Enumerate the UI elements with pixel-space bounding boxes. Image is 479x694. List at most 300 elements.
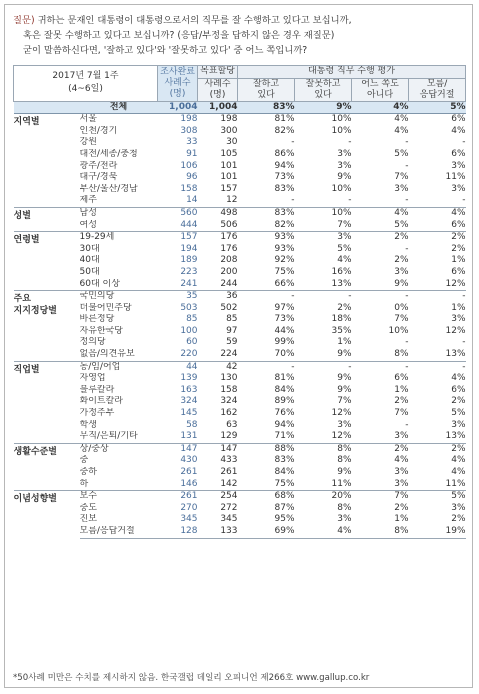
row-pct: 2% [352, 443, 409, 455]
table-row [14, 326, 466, 338]
row-label: 정의당 [79, 337, 106, 348]
row-pct: 71% [274, 431, 295, 442]
row-pct: 1% [451, 255, 466, 266]
col-eval-good: 잘하고 있다 [238, 78, 295, 101]
row-pct: 2% [451, 243, 466, 254]
row-pct: - [405, 195, 409, 206]
total-pct: 9% [295, 101, 352, 114]
row-label: 진보 [79, 514, 97, 525]
row-pct: 4% [295, 526, 352, 538]
row-n-completed: 308 [180, 125, 198, 136]
row-n-target: 433 [220, 455, 238, 466]
row-pct: - [409, 361, 466, 373]
row-pct: 9% [337, 373, 352, 384]
row-n-completed: 261 [180, 467, 198, 477]
row-n-completed: 128 [158, 526, 198, 538]
row-n-completed: 444 [180, 219, 198, 230]
row-label: 무직/은퇴/기타 [79, 431, 138, 442]
row-pct: 11% [445, 478, 466, 489]
row-n-completed: 430 [180, 455, 198, 466]
row-pct: 93% [238, 232, 295, 244]
row-pct: 4% [451, 125, 466, 136]
row-pct: - [409, 291, 466, 303]
row-n-target: 272 [220, 502, 238, 513]
row-pct: 81% [274, 114, 295, 125]
row-n-completed: 163 [180, 384, 198, 395]
row-label: 40대 [79, 255, 100, 266]
table-row [14, 361, 466, 373]
row-pct: 1% [394, 384, 409, 395]
row-pct: 9% [337, 467, 352, 477]
row-n-target: 130 [220, 373, 238, 384]
row-pct: 75% [274, 266, 295, 277]
row-n-completed: 261 [158, 491, 198, 503]
row-pct: 75% [274, 478, 295, 489]
row-n-completed: 157 [158, 232, 198, 244]
total-spacer [14, 101, 80, 114]
row-label: 화이트칼라 [79, 396, 123, 407]
row-pct: 92% [274, 255, 295, 266]
row-pct: - [348, 195, 352, 206]
row-n-target: 254 [198, 491, 238, 503]
group-label: 직업별 [14, 361, 80, 443]
row-label: 국민의당 [80, 291, 158, 303]
row-pct: 12% [445, 278, 466, 289]
row-pct: 2% [451, 396, 466, 407]
row-n-target: 142 [220, 478, 238, 489]
row-pct: 7% [352, 491, 409, 503]
row-label: 중하 [79, 467, 97, 477]
row-label: 60대 이상 [79, 278, 120, 289]
row-pct: 82% [274, 219, 295, 230]
row-pct: 10% [331, 125, 352, 136]
row-pct: 12% [331, 431, 352, 442]
row-pct: 11% [445, 172, 466, 183]
row-pct: 4% [394, 125, 409, 136]
row-pct: 4% [451, 455, 466, 466]
row-pct: - [405, 243, 409, 254]
row-pct: 87% [274, 502, 295, 513]
row-pct: 13% [445, 431, 466, 442]
row-pct: 2% [394, 502, 409, 513]
row-pct: 11% [331, 478, 352, 489]
total-label: 전체 [80, 101, 158, 114]
table-row [14, 373, 466, 385]
row-pct: - [348, 137, 352, 148]
row-n-completed: 147 [158, 443, 198, 455]
row-n-target: 133 [198, 526, 238, 538]
question-line-3: 굳이 말씀하신다면, '잘하고 있다'와 '잘못하고 있다' 중 어느 쪽입니까? [23, 45, 308, 56]
row-label: 자유한국당 [79, 325, 123, 336]
row-pct: - [405, 160, 409, 171]
row-pct: 18% [331, 314, 352, 325]
row-pct: 3% [337, 148, 352, 159]
eval-group-header: 대통령 직무 수행 평가 [238, 66, 466, 79]
row-pct: - [238, 291, 295, 303]
row-pct: 35% [331, 325, 352, 336]
row-pct: 2% [409, 232, 466, 244]
row-pct: 84% [274, 467, 295, 477]
row-n-completed: 503 [180, 302, 198, 313]
row-pct: 2% [451, 514, 466, 525]
row-n-target: 198 [220, 114, 238, 125]
table-row [14, 114, 466, 126]
row-pct: 1% [451, 302, 466, 313]
col-eval-bad: 잘못하고 있다 [295, 78, 352, 101]
row-n-completed: 223 [180, 266, 198, 277]
row-pct: 8% [295, 443, 352, 455]
table-row [14, 291, 466, 303]
row-pct: 19% [409, 526, 466, 538]
results-body [14, 101, 466, 538]
row-pct: - [462, 337, 466, 348]
row-pct: - [352, 361, 409, 373]
row-pct: 73% [274, 314, 295, 325]
row-pct: 3% [451, 314, 466, 325]
row-n-target: 506 [220, 219, 238, 230]
row-n-completed: 96 [186, 172, 198, 183]
row-n-target: 30 [226, 137, 238, 148]
group-label: 주요 지지정당별 [14, 291, 80, 362]
row-n-target: 208 [220, 255, 238, 266]
row-n-target: 147 [198, 443, 238, 455]
row-pct: 95% [274, 514, 295, 525]
total-pct: 83% [238, 101, 295, 114]
total-pct: 4% [352, 101, 409, 114]
row-pct: 7% [394, 314, 409, 325]
total-n-completed: 1,004 [158, 101, 198, 114]
row-pct: 3% [451, 160, 466, 171]
row-n-completed: 158 [180, 183, 198, 194]
row-pct: - [352, 291, 409, 303]
row-n-target: 59 [226, 337, 238, 348]
row-pct: - [405, 337, 409, 348]
row-pct: 9% [337, 172, 352, 183]
row-pct: 12% [445, 325, 466, 336]
row-label: 상/중상 [80, 443, 158, 455]
row-n-completed: 270 [180, 502, 198, 513]
row-n-completed: 241 [180, 278, 198, 289]
row-pct: 8% [337, 502, 352, 513]
row-pct: 44% [274, 325, 295, 336]
row-pct: 5% [337, 243, 352, 254]
row-pct: 7% [337, 219, 352, 230]
row-pct: 3% [337, 514, 352, 525]
row-n-target: 105 [220, 148, 238, 159]
table-row [14, 526, 466, 538]
row-label: 대전/세종/충청 [79, 148, 138, 159]
row-pct: 3% [451, 502, 466, 513]
table-row [14, 479, 466, 491]
table-row [14, 431, 466, 443]
row-pct: 5% [394, 219, 409, 230]
period-label: 2017년 7월 1주 (4~6일) [14, 66, 158, 102]
row-pct: 3% [295, 232, 352, 244]
results-table [13, 65, 466, 539]
row-pct: - [291, 195, 295, 206]
row-n-completed: 100 [180, 325, 198, 336]
footnote: *50사례 미만은 수치를 제시하지 않음. 한국갤럽 데일리 오피니언 제266호 www.gallup.co.kr [13, 673, 370, 683]
row-n-completed: 58 [186, 419, 198, 430]
row-pct: 6% [451, 384, 466, 395]
row-n-completed: 220 [180, 349, 198, 360]
row-label: 제주 [79, 195, 97, 206]
row-pct: 73% [274, 172, 295, 183]
row-pct: 5% [409, 491, 466, 503]
group-label: 연령별 [14, 232, 80, 291]
row-label: 보수 [80, 491, 158, 503]
table-row [14, 337, 466, 349]
row-label: 학생 [79, 419, 97, 430]
row-label: 인천/경기 [79, 125, 118, 136]
row-pct: 6% [394, 373, 409, 384]
row-pct: 81% [274, 373, 295, 384]
row-pct: 76% [274, 408, 295, 419]
row-label: 없음/의견유보 [79, 349, 135, 360]
row-n-target: 101 [220, 172, 238, 183]
table-row [14, 255, 466, 267]
row-pct: 1% [337, 337, 352, 348]
row-pct: 8% [394, 349, 409, 360]
row-pct: 4% [409, 207, 466, 219]
table-row [14, 267, 466, 279]
row-n-target: 158 [220, 384, 238, 395]
row-n-completed: 189 [180, 255, 198, 266]
row-pct: 12% [331, 408, 352, 419]
row-label: 더불어민주당 [79, 302, 132, 313]
row-pct: 66% [274, 278, 295, 289]
row-pct: 9% [337, 349, 352, 360]
row-pct: 8% [352, 526, 409, 538]
row-pct: 10% [331, 114, 352, 125]
total-pct: 5% [409, 101, 466, 114]
total-row [14, 101, 466, 114]
row-n-target: 498 [198, 207, 238, 219]
row-n-completed: 198 [180, 114, 198, 125]
table-row [14, 279, 466, 291]
row-n-target: 244 [220, 278, 238, 289]
row-n-completed: 33 [186, 137, 198, 148]
row-pct: 9% [394, 278, 409, 289]
row-pct: 4% [337, 255, 352, 266]
row-pct: 2% [394, 396, 409, 407]
table-row [14, 314, 466, 326]
table-row [14, 232, 466, 244]
col-completed-samples: 조사완료 사례수 (명) [158, 66, 198, 102]
row-label: 중 [79, 455, 89, 466]
group-label: 성별 [14, 207, 80, 231]
row-pct: 7% [394, 408, 409, 419]
row-label: 부산/울산/경남 [79, 183, 138, 194]
row-n-completed: 145 [180, 408, 198, 419]
row-pct: 70% [274, 349, 295, 360]
row-n-target: 129 [220, 431, 238, 442]
row-pct: 69% [238, 526, 295, 538]
row-n-completed: 345 [180, 514, 198, 525]
row-pct: 6% [451, 114, 466, 125]
row-label: 가정주부 [79, 408, 115, 419]
row-n-completed: 85 [186, 314, 198, 325]
row-label: 여성 [79, 219, 97, 230]
row-pct: 2% [352, 232, 409, 244]
row-pct: - [405, 419, 409, 430]
row-n-target: 200 [220, 266, 238, 277]
row-pct: - [295, 361, 352, 373]
row-n-target: 300 [220, 125, 238, 136]
row-pct: 83% [274, 183, 295, 194]
row-label: 대구/경북 [79, 172, 118, 183]
table-row [14, 385, 466, 397]
row-n-target: 224 [220, 349, 238, 360]
row-pct: 94% [274, 160, 295, 171]
row-pct: 94% [274, 419, 295, 430]
row-n-target: 176 [198, 232, 238, 244]
row-pct: 93% [274, 243, 295, 254]
row-pct: 2% [337, 302, 352, 313]
row-n-completed: 91 [186, 148, 198, 159]
row-label: 블루칼라 [79, 384, 115, 395]
row-pct: 83% [238, 207, 295, 219]
row-n-completed: 131 [180, 431, 198, 442]
question-line-2: 혹은 잘못 수행하고 있다고 보십니까? (응답/부정을 답하지 않은 경우 재질문) [23, 30, 335, 41]
row-pct: 6% [451, 148, 466, 159]
report-frame [4, 4, 473, 688]
row-pct: 8% [337, 455, 352, 466]
row-pct: 5% [394, 148, 409, 159]
table-row [14, 443, 466, 455]
row-pct: 20% [295, 491, 352, 503]
row-label: 모름/응답거절 [80, 526, 158, 538]
row-label: 서울 [79, 114, 97, 125]
row-n-completed: 35 [158, 291, 198, 303]
row-pct: 68% [238, 491, 295, 503]
row-pct: 3% [394, 183, 409, 194]
row-pct: 5% [451, 408, 466, 419]
col-eval-unknown: 모름/ 응답거절 [409, 78, 466, 101]
row-label: 남성 [80, 207, 158, 219]
row-n-completed: 194 [180, 243, 198, 254]
row-label: 광주/전라 [79, 160, 118, 171]
row-pct: 82% [274, 125, 295, 136]
row-label: 바른정당 [79, 314, 115, 325]
question-lead: 질문) [13, 15, 35, 26]
table-row [14, 220, 466, 232]
row-n-target: 101 [220, 160, 238, 171]
row-n-target: 502 [220, 302, 238, 313]
table-row [14, 503, 466, 515]
row-pct: 99% [274, 337, 295, 348]
row-n-target: 63 [226, 419, 238, 430]
table-row [14, 207, 466, 219]
col-target-group: 목표할당 [198, 66, 238, 79]
group-label: 생활수준별 [14, 443, 80, 490]
row-pct: 3% [394, 478, 409, 489]
row-label: 강원 [79, 137, 97, 148]
row-pct: - [295, 291, 352, 303]
row-pct: 86% [274, 148, 295, 159]
row-n-target: 345 [220, 514, 238, 525]
table-row [14, 195, 466, 207]
total-n-target: 1,004 [198, 101, 238, 114]
row-pct: 16% [331, 266, 352, 277]
row-pct: 6% [451, 219, 466, 230]
row-pct: 6% [451, 266, 466, 277]
row-n-completed: 139 [180, 373, 198, 384]
row-pct: - [462, 195, 466, 206]
row-pct: 10% [388, 325, 409, 336]
row-pct: - [238, 361, 295, 373]
row-pct: 4% [451, 467, 466, 477]
row-pct: 2% [394, 255, 409, 266]
table-row [14, 408, 466, 420]
row-pct: 7% [394, 172, 409, 183]
row-n-target: 42 [198, 361, 238, 373]
row-pct: 83% [274, 455, 295, 466]
row-pct: 3% [451, 419, 466, 430]
row-n-target: 157 [220, 183, 238, 194]
table-row [14, 467, 466, 479]
row-n-completed: 324 [180, 396, 198, 407]
row-pct: 3% [394, 431, 409, 442]
table-row [14, 161, 466, 173]
row-pct: 88% [238, 443, 295, 455]
row-pct: 13% [331, 278, 352, 289]
row-label: 중도 [79, 502, 97, 513]
row-n-completed: 60 [186, 337, 198, 348]
table-row [14, 149, 466, 161]
row-n-completed: 146 [180, 478, 198, 489]
row-pct: 3% [394, 467, 409, 477]
row-pct: 3% [337, 419, 352, 430]
row-pct: - [405, 137, 409, 148]
table-row [14, 396, 466, 408]
row-n-target: 97 [226, 325, 238, 336]
table-row [14, 420, 466, 432]
table-row [14, 244, 466, 256]
question-line-1: 귀하는 문재인 대통령이 대통령으로서의 직무를 잘 수행하고 있다고 보십니까, [37, 15, 352, 26]
row-n-target: 12 [226, 195, 238, 206]
row-pct: 13% [445, 349, 466, 360]
table-row [14, 184, 466, 196]
row-pct: 7% [337, 396, 352, 407]
table-row [14, 455, 466, 467]
row-pct: 4% [394, 455, 409, 466]
row-label: 농/임/어업 [80, 361, 158, 373]
row-pct: 2% [409, 443, 466, 455]
table-row [14, 137, 466, 149]
survey-question [13, 13, 465, 58]
row-pct: 3% [337, 160, 352, 171]
row-n-target: 176 [220, 243, 238, 254]
row-pct: 1% [394, 514, 409, 525]
row-pct: 3% [394, 266, 409, 277]
row-pct: 84% [274, 384, 295, 395]
row-n-completed: 106 [180, 160, 198, 171]
row-n-target: 261 [220, 467, 238, 477]
row-n-completed: 560 [158, 207, 198, 219]
col-target-samples: 사례수 (명) [198, 78, 238, 101]
row-pct: 4% [451, 373, 466, 384]
table-row [14, 172, 466, 184]
row-n-target: 36 [198, 291, 238, 303]
row-n-target: 324 [220, 396, 238, 407]
row-label: 자영업 [79, 373, 106, 384]
row-label: 50대 [79, 266, 100, 277]
row-label: 19-29세 [80, 232, 158, 244]
row-pct: 10% [295, 207, 352, 219]
row-label: 하 [79, 478, 89, 489]
row-n-target: 85 [226, 314, 238, 325]
